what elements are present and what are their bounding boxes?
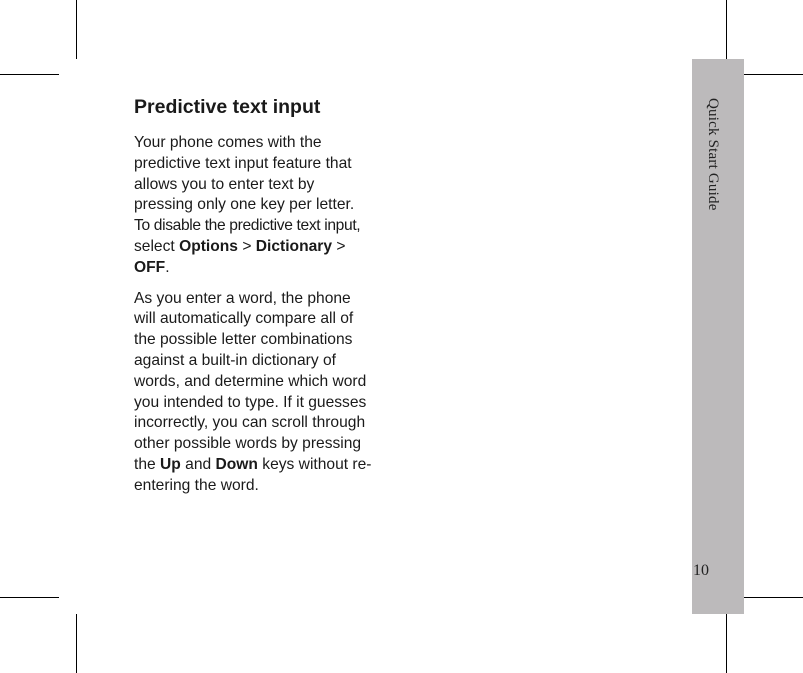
text-line: allows you to enter text by (134, 175, 315, 193)
text-line: Your phone comes with the (134, 134, 322, 151)
path-separator: > (237, 237, 256, 255)
path-separator: > (332, 237, 346, 255)
text-line: against a built-in dictionary of (134, 351, 336, 369)
menu-path-off: OFF (134, 258, 166, 276)
crop-mark (744, 74, 803, 75)
menu-path-options: Options (179, 237, 238, 255)
paragraph-details (134, 289, 399, 497)
crop-mark (726, 0, 727, 59)
page-heading: Predictive text input (134, 96, 321, 118)
text-line: incorrectly, you can scroll through (134, 414, 366, 432)
text-fragment: select (134, 237, 180, 255)
text-line: entering the word. (134, 476, 259, 494)
crop-mark (0, 74, 59, 75)
text-line: predictive text input feature that (134, 154, 352, 172)
paragraph-intro (134, 133, 399, 279)
text-fragment: the (134, 455, 161, 473)
key-down: Down (215, 455, 258, 473)
crop-mark (76, 614, 77, 673)
crop-mark (744, 597, 803, 598)
section-title: Quick Start Guide (705, 98, 721, 211)
crop-mark (726, 614, 727, 673)
text-line: the possible letter combinations (134, 331, 353, 349)
text-fragment: keys without re- (257, 455, 372, 473)
key-up: Up (160, 455, 181, 473)
text-line: will automatically compare all of (134, 310, 354, 328)
page-number: 10 (693, 562, 709, 579)
crop-mark (0, 597, 59, 598)
main-content (134, 95, 399, 507)
text-line: pressing only one key per letter. (134, 196, 355, 214)
crop-mark (76, 0, 77, 59)
text-line: To disable the predictive text input, (134, 217, 361, 235)
text-line (134, 237, 399, 258)
text-line: you intended to type. If it guesses (134, 393, 367, 411)
text-line: other possible words by pressing (134, 435, 362, 453)
text-line: As you enter a word, the phone (134, 289, 351, 307)
text-fragment: . (165, 258, 170, 276)
text-line: words, and determine which word (134, 372, 367, 390)
menu-path-dictionary: Dictionary (255, 237, 333, 255)
text-fragment: and (180, 455, 216, 473)
text-line (134, 258, 399, 279)
text-line (134, 455, 399, 476)
